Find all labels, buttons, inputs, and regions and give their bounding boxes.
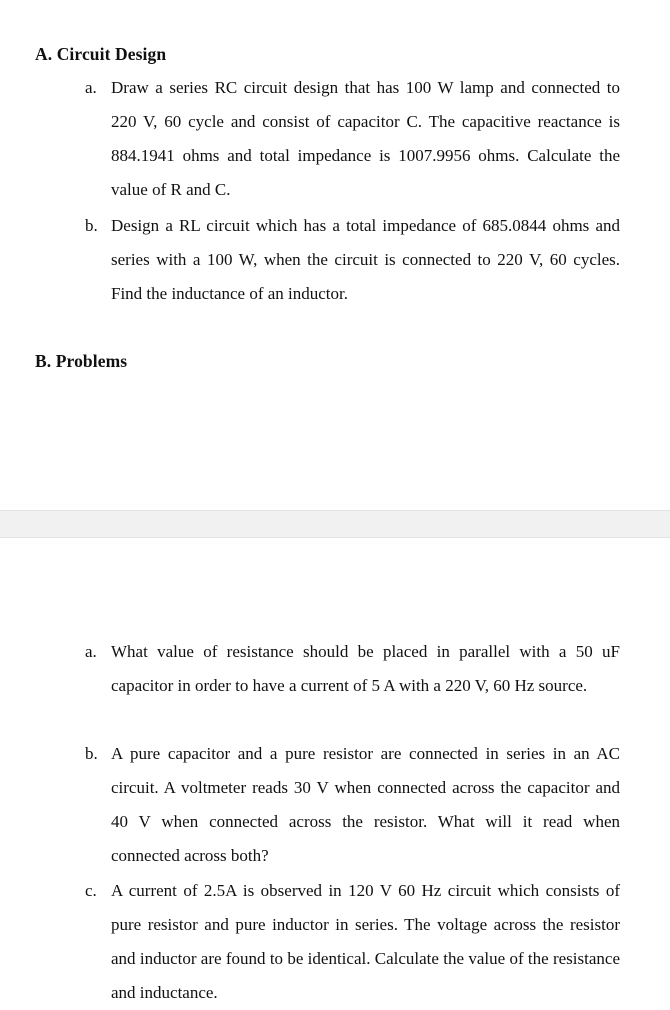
item-marker: b.: [85, 744, 98, 763]
item-text: A current of 2.5A is observed in 120 V 60 Hz circuit which consists of pure resistor and pure inductor in series. The voltage across the resistor and inductor are found to be identical. Calculate the value of the resistance and inductance.: [111, 881, 620, 1002]
section-a-heading: A. Circuit Design: [35, 44, 167, 64]
page-separator: [0, 510, 670, 538]
section-a-item-b: [85, 209, 620, 311]
section-b-item-c: [85, 874, 620, 1005]
section-b-item-a: [85, 635, 620, 737]
section-a-item-a: [85, 71, 620, 207]
item-marker: b.: [85, 216, 98, 235]
item-text: Draw a series RC circuit design that has 100 W lamp and connected to 220 V, 60 cycle and consist of capacitor C. The capacitive reactance is 884.1941 ohms and total impedance is 1007.9956 ohms. Calculate the value of R and C.: [111, 78, 620, 199]
item-marker: c.: [85, 881, 97, 900]
section-b-item-b: [85, 737, 620, 873]
item-marker: a.: [85, 642, 97, 661]
item-text: What value of resistance should be placed in parallel with a 50 uF capacitor in order to have a current of 5 A with a 220 V, 60 Hz source.: [111, 642, 620, 695]
item-marker: a.: [85, 78, 97, 97]
item-text: A pure capacitor and a pure resistor are connected in series in an AC circuit. A voltmeter reads 30 V when connected across the capacitor and 40 V when connected across the resistor. What will it read when connected across both?: [111, 744, 620, 865]
item-text: Design a RL circuit which has a total impedance of 685.0844 ohms and series with a 100 W, when the circuit is connected to 220 V, 60 cycles. Find the inductance of an inductor.: [111, 216, 620, 303]
document-page-bottom: [0, 538, 670, 1005]
section-b-heading: B. Problems: [35, 351, 128, 371]
